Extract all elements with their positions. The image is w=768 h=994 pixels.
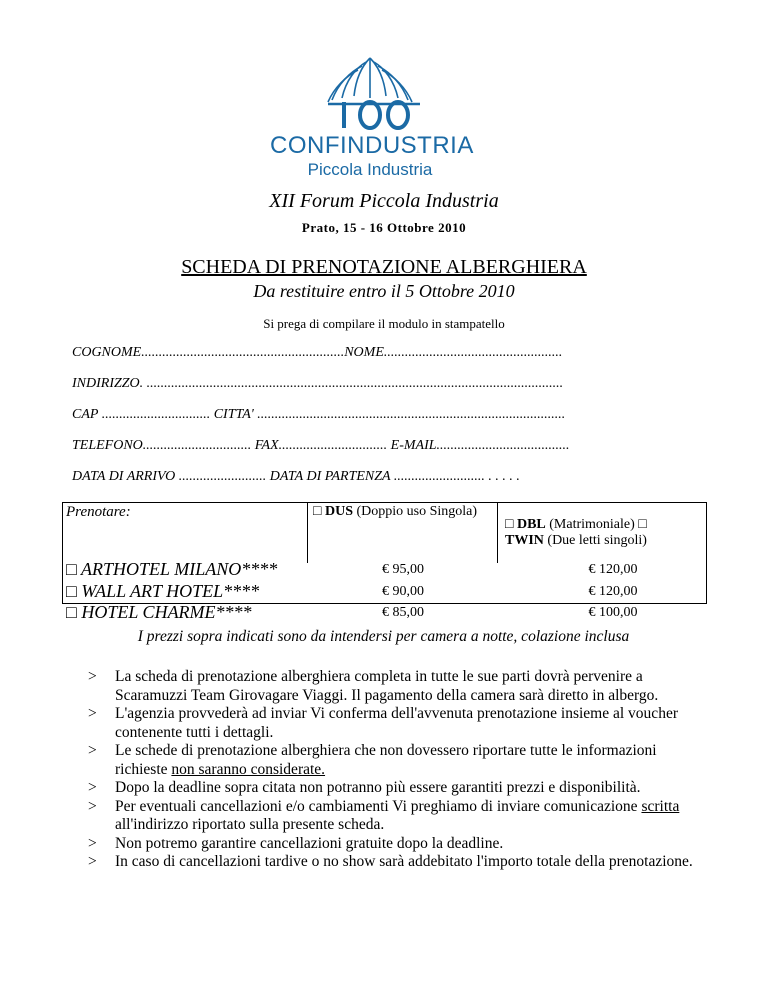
arrow-icon: > [88,853,97,870]
arrow-icon: > [88,834,97,852]
dbl-label: DBL [516,517,546,532]
list-item: > Dopo la deadline sopra citata non potranno più essere garantiti prezzi e disponibilità. [88,779,641,796]
logo-subtitle: Piccola Industria [307,160,433,179]
price-dbl: € 100,00 [588,605,638,620]
arrow-icon: > [88,797,97,815]
arrow-icon: > [88,668,97,685]
arrow-icon: > [88,779,97,796]
dbl-checkbox-icon[interactable]: □ [505,517,514,532]
dus-checkbox-icon[interactable]: □ [313,504,322,519]
price-dbl: € 120,00 [588,562,638,577]
dus-description: (Doppio uso Singola) [356,504,478,519]
prenotare-label: Prenotare: [66,504,131,520]
list-item: > L'agenzia provvederà ad inviar Vi conferma dell'avvenuta prenotazione insieme al voucher contenente tutti i dettagli. [88,705,678,741]
arrow-icon: > [88,705,97,722]
eagle-100-emblem-icon [270,52,470,132]
list-item: > Per eventuali cancellazioni e/o cambiamenti Vi preghiamo di inviare comunicazione scritta all'indirizzo riportato sulla presente scheda. [88,797,680,833]
forum-title: XII Forum Piccola Industria [269,190,499,212]
field-cap-citta[interactable]: CAP ............................... CITTA' ........................................................................................ [72,407,566,422]
dus-label: DUS [324,504,353,519]
hotel-option[interactable]: □ HOTEL CHARME**** [66,602,252,622]
hotel-option[interactable]: □ ARTHOTEL MILANO**** [66,559,278,579]
deadline-note: Da restituire entro il 5 Ottobre 2010 [253,281,515,301]
confindustria-logo [270,52,474,179]
list-item: > La scheda di prenotazione alberghiera completa in tutte le sue parti dovrà pervenire a Scaramuzzi Team Girovagare Viaggi. Il pagamento della camera sarà diretto in albergo. [88,668,659,704]
price-dbl: € 120,00 [588,584,638,599]
dbl-description: (Matrimoniale) □ [549,517,647,532]
form-title: SCHEDA DI PRENOTAZIONE ALBERGHIERA [181,256,587,278]
instructions-note: Si prega di compilare il modulo in stampatello [263,316,505,331]
list-item: > Non potremo garantire cancellazioni gratuite dopo la deadline. [88,834,504,852]
field-date-arrivo-partenza[interactable]: DATA DI ARRIVO ......................... DATA DI PARTENZA .......................... . . . . . [72,469,520,484]
twin-label: TWIN [505,533,544,548]
hotel-option[interactable]: □ WALL ART HOTEL**** [66,581,260,601]
twin-description: (Due letti singoli) [547,533,647,548]
table-divider [497,503,498,563]
field-telefono-fax-email[interactable]: TELEFONO............................... FAX............................... E-MAIL...................................... [72,438,570,453]
price-dus: € 95,00 [382,562,424,577]
table-divider [307,503,308,563]
conditions-list [88,668,700,872]
booking-table [62,502,707,622]
price-dus: € 90,00 [382,584,424,599]
price-footnote: I prezzi sopra indicati sono da intendersi per camera a notte, colazione inclusa [137,628,630,645]
logo-name: CONFINDUSTRIA [270,132,474,159]
arrow-icon: > [88,742,97,759]
dbl-twin-option[interactable] [505,517,705,563]
dus-option[interactable] [313,504,477,520]
event-dates: Prato, 15 - 16 Ottobre 2010 [301,220,467,235]
price-dus: € 85,00 [382,605,424,620]
field-cognome-nome[interactable]: COGNOME..........................................................NOME................................................... [72,345,563,360]
list-item: > In caso di cancellazioni tardive o no show sarà addebitato l'importo totale della prenotazione. [88,853,693,870]
field-indirizzo[interactable]: INDIRIZZO. ....................................................................................................................... [72,376,564,391]
list-item: > Le schede di prenotazione alberghiera che non dovessero riportare tutte le informazioni richieste non saranno considerate. [88,742,657,778]
